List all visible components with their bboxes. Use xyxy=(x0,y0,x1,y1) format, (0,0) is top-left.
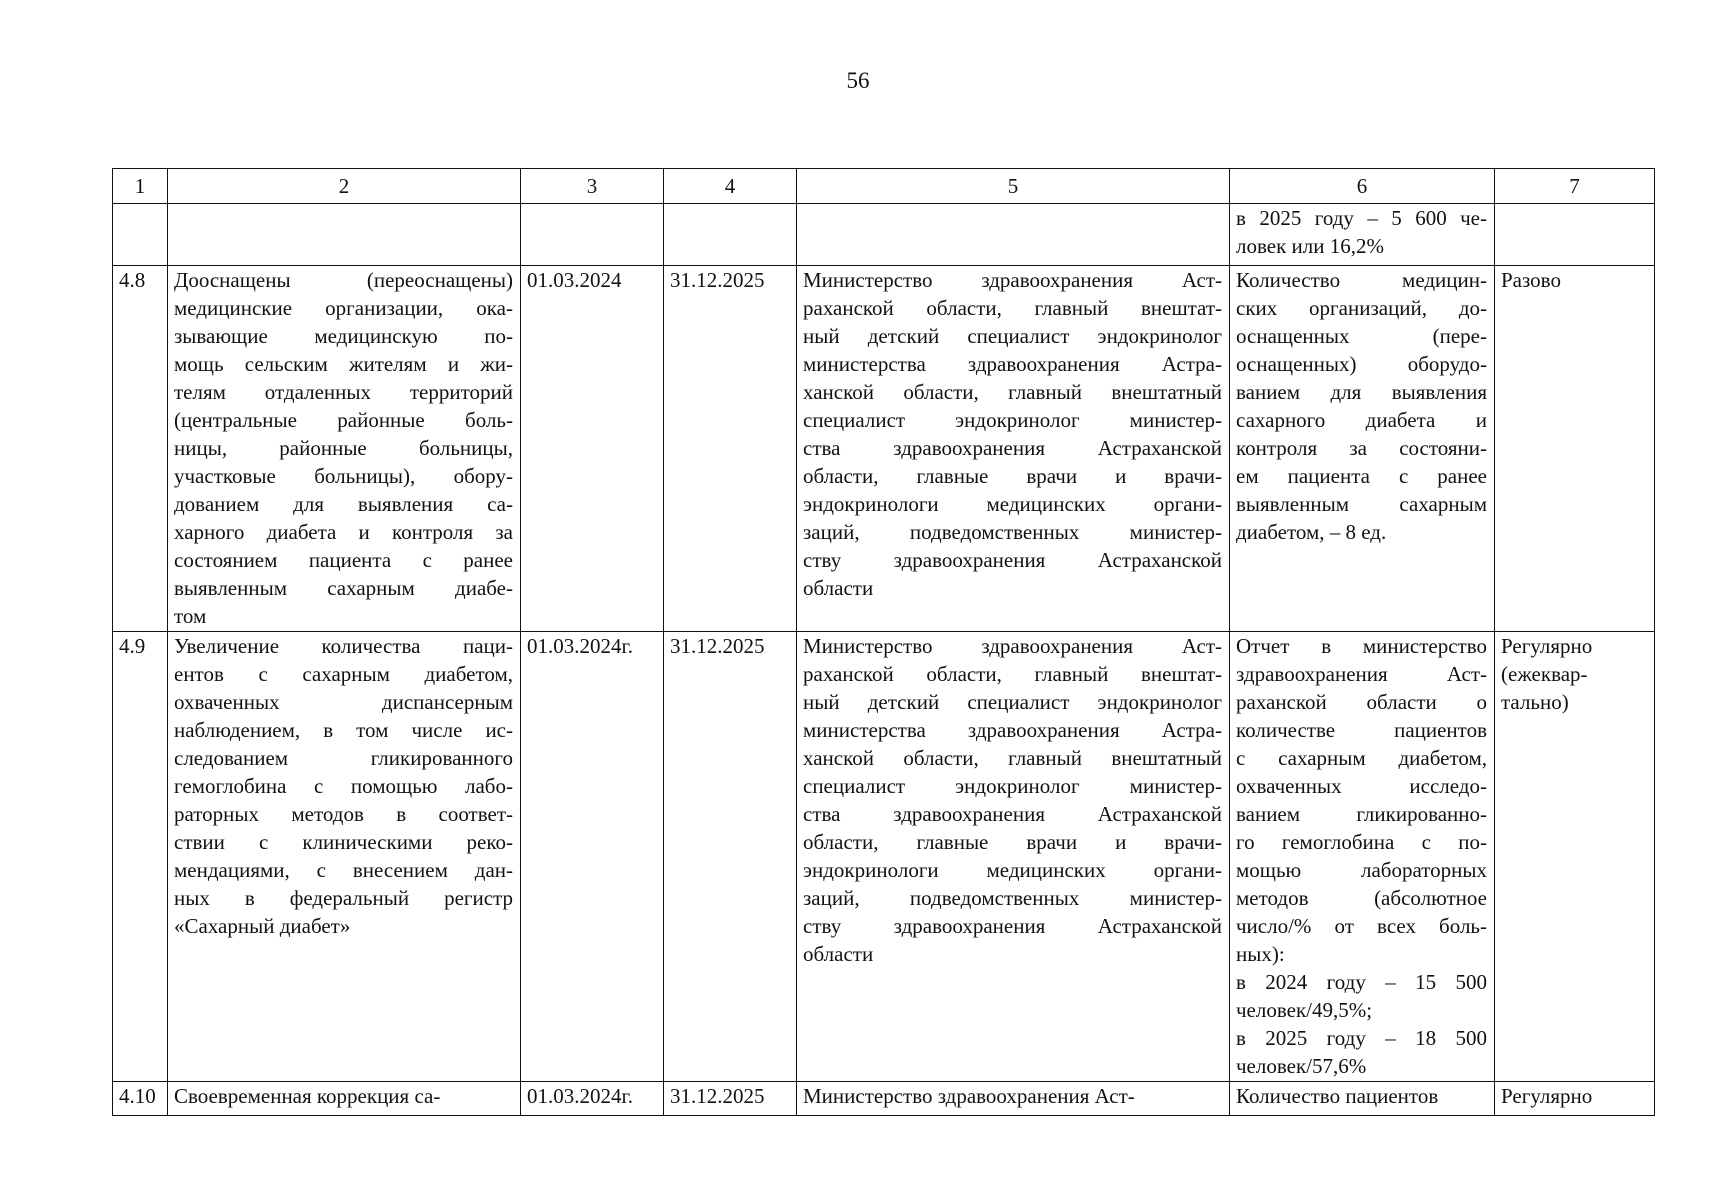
cell-measure xyxy=(168,204,521,266)
cell-line: ства здравоохранения Астраханской xyxy=(803,802,1222,826)
cell-line: тально) xyxy=(1501,690,1569,714)
cell-line: харного диабета и контроля за xyxy=(174,520,513,544)
cell-line: мощь сельским жителям и жи- xyxy=(174,352,513,376)
cell-frequency xyxy=(1495,632,1655,1082)
cell-line: ный детский специалист эндокринолог xyxy=(803,324,1222,348)
cell-num xyxy=(113,204,168,266)
cell-line: «Сахарный диабет» xyxy=(174,914,351,938)
cell-line: выявленным сахарным xyxy=(1236,492,1487,516)
cell-line: ских организаций, до- xyxy=(1236,296,1487,320)
cell-line: ловек или 16,2% xyxy=(1236,234,1384,258)
table-row xyxy=(113,266,1655,632)
header-cell-4: 4 xyxy=(664,169,797,204)
cell-line: (ежеквар- xyxy=(1501,662,1588,686)
cell-line: ентов с сахарным диабетом, xyxy=(174,662,513,686)
cell-line: Регулярно xyxy=(1501,634,1593,658)
cell-line: ства здравоохранения Астраханской xyxy=(803,436,1222,460)
table-row xyxy=(113,204,1655,266)
cell-line: ем пациента с ранее xyxy=(1236,464,1487,488)
header-cell-1: 1 xyxy=(113,169,168,204)
cell-line: в 2025 году – 18 500 xyxy=(1236,1026,1487,1050)
cell-end xyxy=(664,1082,797,1116)
cell-line: выявленным сахарным диабе- xyxy=(174,576,513,600)
cell-value: 31.12.2025 xyxy=(670,268,765,292)
cell-line: заций, подведомственных министер- xyxy=(803,520,1222,544)
cell-frequency xyxy=(1495,1082,1655,1116)
cell-line: области, главные врачи и врачи- xyxy=(803,830,1222,854)
cell-indicator xyxy=(1230,204,1495,266)
cell-line: го гемоглобина с по- xyxy=(1236,830,1487,854)
cell-line: области xyxy=(803,942,874,966)
cell-line: телям отдаленных территорий xyxy=(174,380,513,404)
cell-line: ванием для выявления xyxy=(1236,380,1487,404)
cell-line: контроля за состояни- xyxy=(1236,436,1487,460)
cell-line: количестве пациентов xyxy=(1236,718,1487,742)
cell-line: Количество медицин- xyxy=(1236,268,1487,292)
cell-line: Министерство здравоохранения Аст- xyxy=(803,634,1222,658)
cell-line: Количество пациентов xyxy=(1236,1084,1439,1108)
cell-line: Регулярно xyxy=(1501,1084,1593,1108)
cell-line: Увеличение количества паци- xyxy=(174,634,513,658)
cell-end xyxy=(664,632,797,1082)
cell-value: 31.12.2025 xyxy=(670,1084,765,1108)
cell-responsible xyxy=(797,266,1230,632)
cell-indicator xyxy=(1230,1082,1495,1116)
cell-end xyxy=(664,204,797,266)
header-cell-3: 3 xyxy=(521,169,664,204)
cell-value: 31.12.2025 xyxy=(670,634,765,658)
header-cell-7: 7 xyxy=(1495,169,1655,204)
table-row xyxy=(113,1082,1655,1116)
cell-line: дованием для выявления са- xyxy=(174,492,513,516)
header-cell-6: 6 xyxy=(1230,169,1495,204)
cell-line: зывающие медицинскую по- xyxy=(174,324,513,348)
cell-responsible xyxy=(797,1082,1230,1116)
cell-line: оснащенных (пере- xyxy=(1236,324,1487,348)
cell-line: Разово xyxy=(1501,268,1561,292)
cell-line: специалист эндокринолог министер- xyxy=(803,774,1222,798)
table-header-row xyxy=(113,169,1655,204)
header-cell-2: 2 xyxy=(168,169,521,204)
cell-line: Дооснащены (переоснащены) xyxy=(174,268,513,292)
cell-line: мендациями, с внесением дан- xyxy=(174,858,513,882)
cell-start xyxy=(521,266,664,632)
cell-measure xyxy=(168,266,521,632)
cell-line: раханской области, главный внештат- xyxy=(803,662,1222,686)
cell-line: Своевременная коррекция са- xyxy=(174,1084,441,1108)
cell-value: 4.9 xyxy=(119,634,146,658)
header-cell-5: 5 xyxy=(797,169,1230,204)
cell-line: число/% от всех боль- xyxy=(1236,914,1487,938)
cell-line: медицинские организации, ока- xyxy=(174,296,513,320)
cell-value: 01.03.2024г. xyxy=(527,1084,633,1108)
cell-line: области, главные врачи и врачи- xyxy=(803,464,1222,488)
cell-responsible xyxy=(797,204,1230,266)
cell-line: заций, подведомственных министер- xyxy=(803,886,1222,910)
cell-value: 4.10 xyxy=(119,1084,156,1108)
cell-line: ханской области, главный внештатный xyxy=(803,746,1222,770)
cell-line: эндокринологи медицинских органи- xyxy=(803,858,1222,882)
cell-line: участковые больницы), обору- xyxy=(174,464,513,488)
cell-line: раханской области, главный внештат- xyxy=(803,296,1222,320)
cell-line: ствии с клиническими реко- xyxy=(174,830,513,854)
table-row xyxy=(113,632,1655,1082)
cell-line: ству здравоохранения Астраханской xyxy=(803,548,1222,572)
measures-table xyxy=(112,168,1655,1116)
cell-responsible xyxy=(797,632,1230,1082)
cell-line: Отчет в министерство xyxy=(1236,634,1487,658)
cell-line: в 2025 году – 5 600 че- xyxy=(1236,206,1487,230)
cell-start xyxy=(521,204,664,266)
cell-line: ных в федеральный регистр xyxy=(174,886,513,910)
cell-line: Министерство здравоохранения Аст- xyxy=(803,268,1222,292)
page-number: 56 xyxy=(846,68,870,93)
cell-line: методов (абсолютное xyxy=(1236,886,1487,910)
cell-line: ству здравоохранения Астраханской xyxy=(803,914,1222,938)
cell-num xyxy=(113,266,168,632)
cell-value: 4.8 xyxy=(119,268,146,292)
cell-measure xyxy=(168,632,521,1082)
cell-start xyxy=(521,632,664,1082)
cell-line: гемоглобина с помощью лабо- xyxy=(174,774,513,798)
cell-frequency xyxy=(1495,266,1655,632)
cell-line: с сахарным диабетом, xyxy=(1236,746,1487,770)
cell-frequency xyxy=(1495,204,1655,266)
cell-line: оснащенных) оборудо- xyxy=(1236,352,1487,376)
cell-line: здравоохранения Аст- xyxy=(1236,662,1487,686)
cell-line: специалист эндокринолог министер- xyxy=(803,408,1222,432)
cell-line: охваченных исследо- xyxy=(1236,774,1487,798)
cell-value: 01.03.2024г. xyxy=(527,634,633,658)
cell-start xyxy=(521,1082,664,1116)
cell-line: следованием гликированного xyxy=(174,746,513,770)
cell-line: министерства здравоохранения Астра- xyxy=(803,352,1222,376)
cell-line: человек/49,5%; xyxy=(1236,998,1373,1022)
cell-line: ханской области, главный внештатный xyxy=(803,380,1222,404)
cell-line: ницы, районные больницы, xyxy=(174,436,513,460)
cell-line: эндокринологи медицинских органи- xyxy=(803,492,1222,516)
cell-line: сахарного диабета и xyxy=(1236,408,1487,432)
cell-line: раханской области о xyxy=(1236,690,1487,714)
cell-line: наблюдением, в том числе ис- xyxy=(174,718,513,742)
cell-line: состоянием пациента с ранее xyxy=(174,548,513,572)
cell-line: (центральные районные боль- xyxy=(174,408,513,432)
cell-line: области xyxy=(803,576,874,600)
cell-line: мощью лабораторных xyxy=(1236,858,1487,882)
cell-num xyxy=(113,1082,168,1116)
cell-value: 01.03.2024 xyxy=(527,268,622,292)
cell-measure xyxy=(168,1082,521,1116)
cell-line: том xyxy=(174,604,207,628)
cell-line: диабетом, – 8 ед. xyxy=(1236,520,1387,544)
cell-line: охваченных диспансерным xyxy=(174,690,513,714)
cell-indicator xyxy=(1230,266,1495,632)
cell-end xyxy=(664,266,797,632)
cell-line: Министерство здравоохранения Аст- xyxy=(803,1084,1135,1108)
cell-line: человек/57,6% xyxy=(1236,1054,1367,1078)
cell-line: ный детский специалист эндокринолог xyxy=(803,690,1222,714)
cell-line: ных): xyxy=(1236,942,1285,966)
cell-num xyxy=(113,632,168,1082)
cell-line: ванием гликированно- xyxy=(1236,802,1487,826)
cell-line: раторных методов в соответ- xyxy=(174,802,513,826)
cell-indicator xyxy=(1230,632,1495,1082)
cell-line: в 2024 году – 15 500 xyxy=(1236,970,1487,994)
cell-line: министерства здравоохранения Астра- xyxy=(803,718,1222,742)
